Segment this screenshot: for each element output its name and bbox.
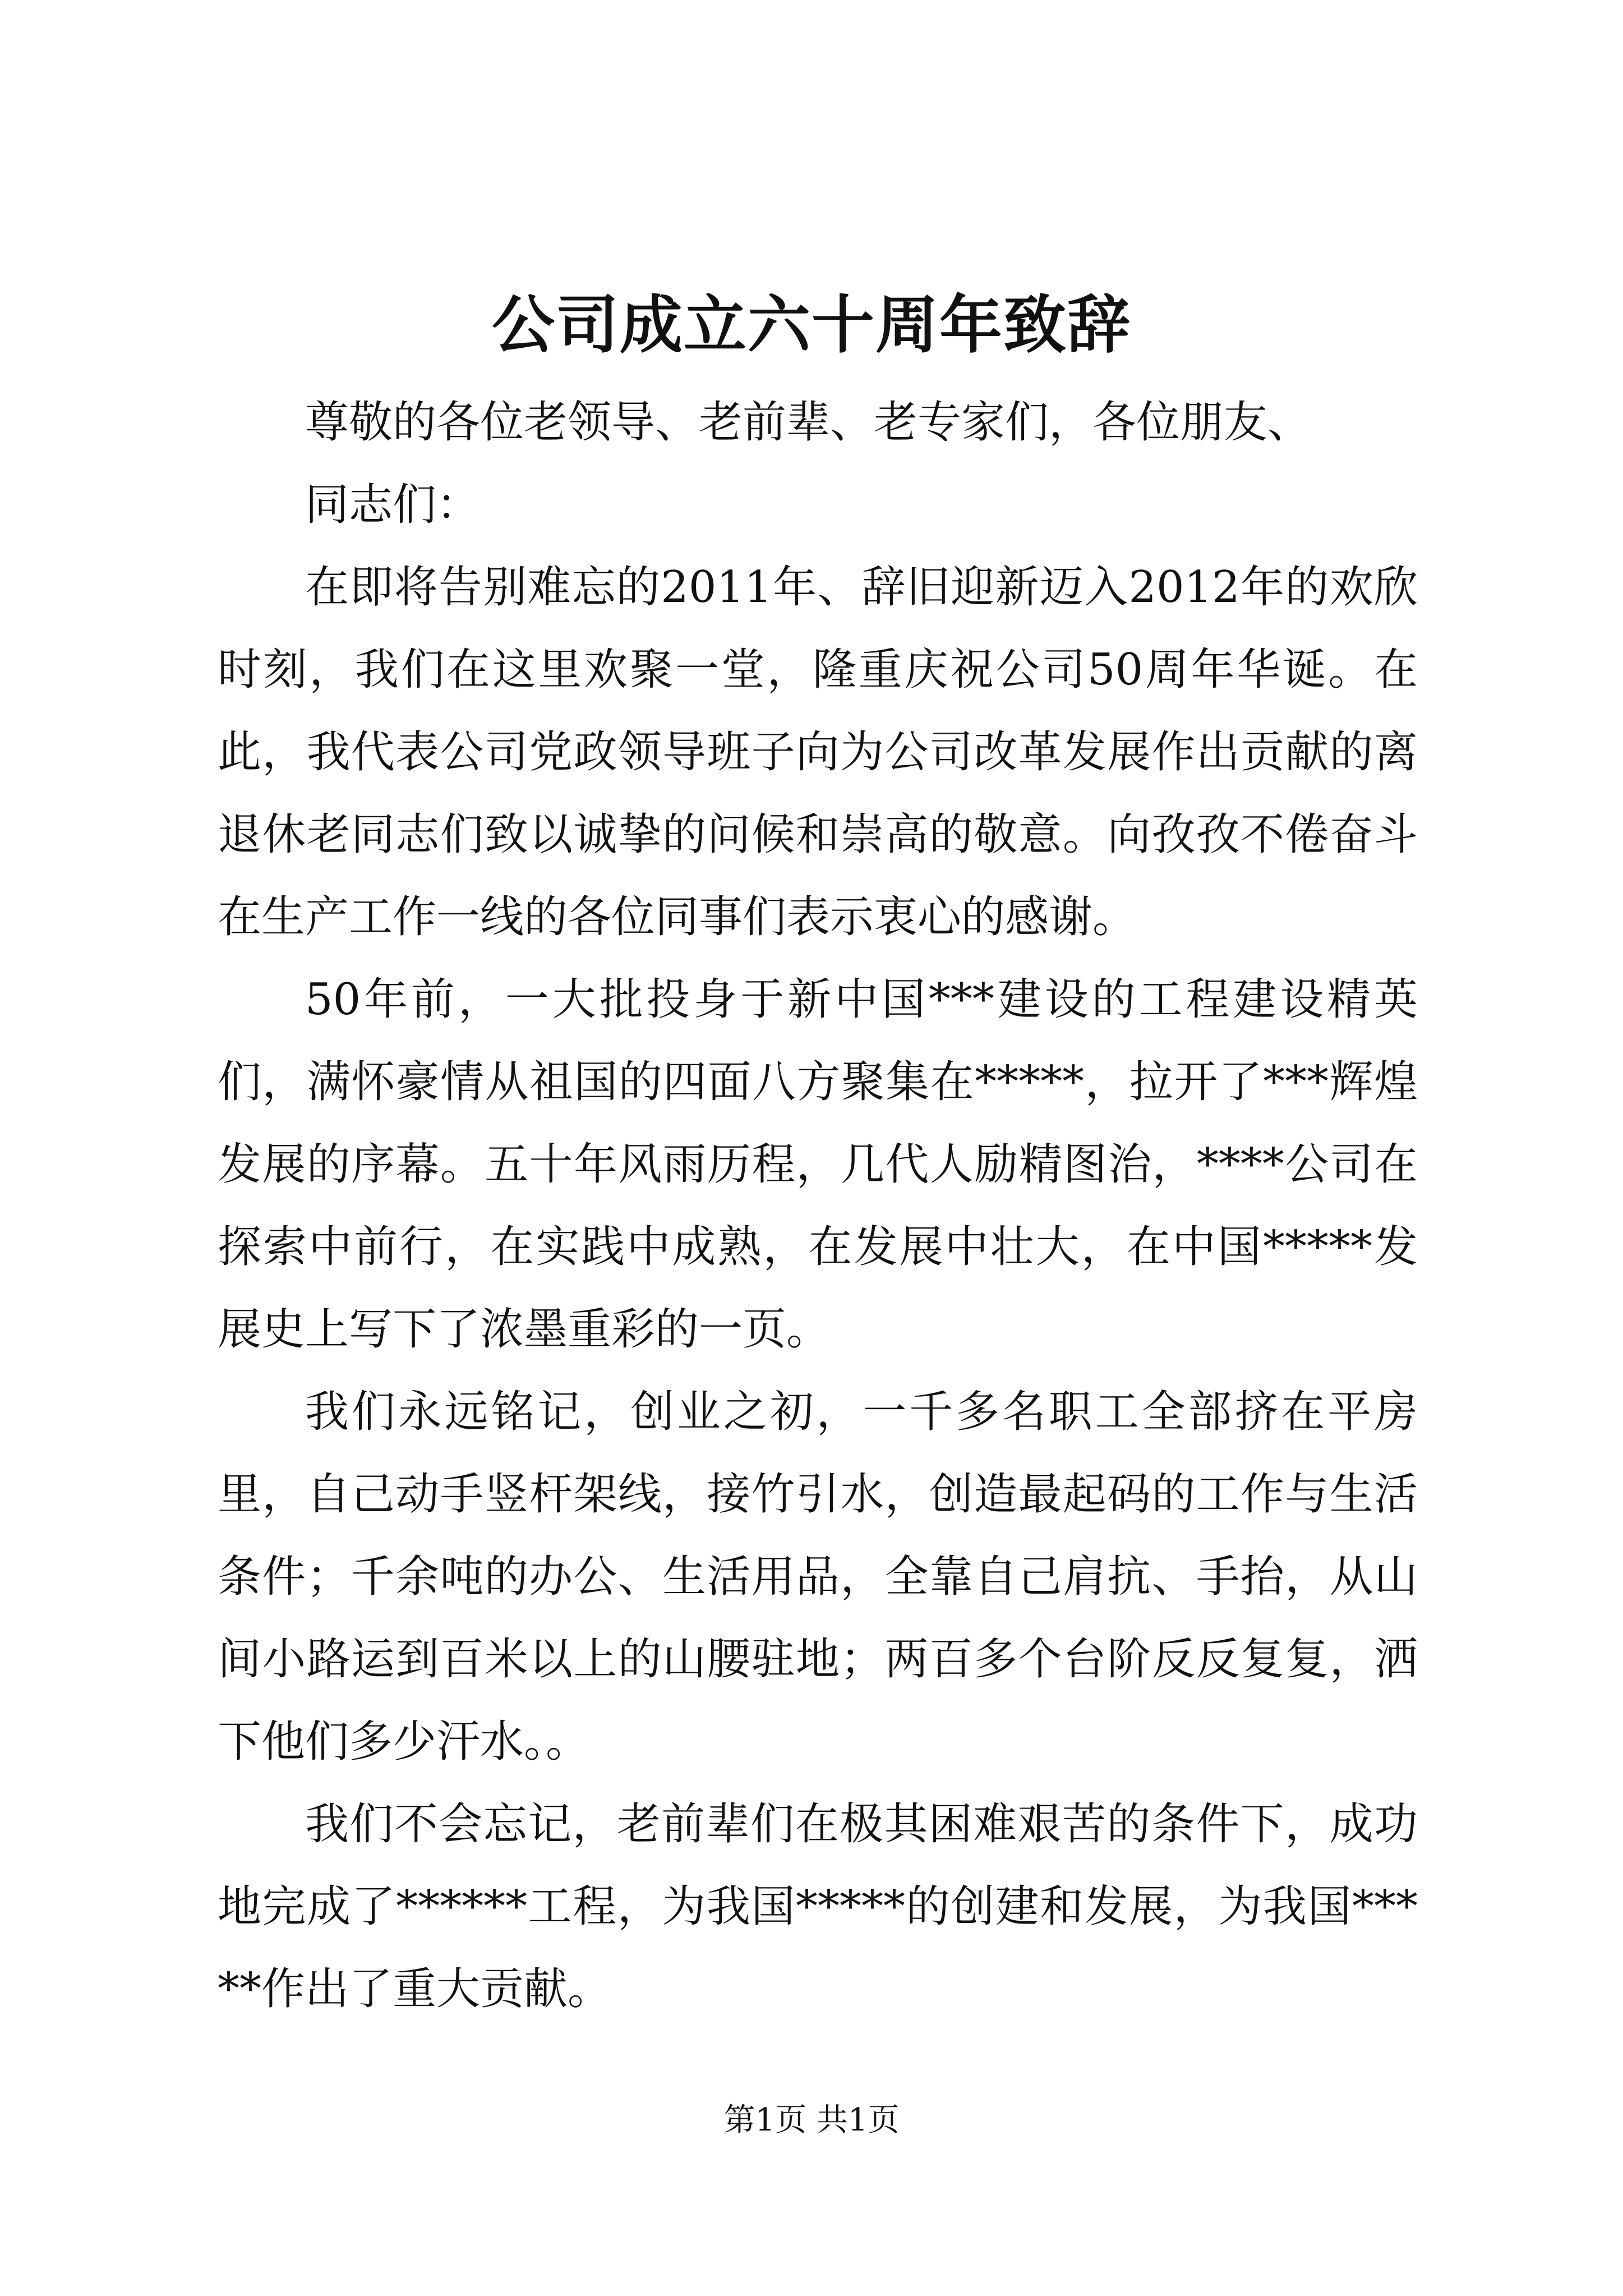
page-footer: 第1页 共1页 bbox=[723, 2102, 900, 2138]
page-title: 公司成立六十周年致辞 bbox=[492, 288, 1131, 362]
body-paragraph: 在即将告别难忘的2011年、辞旧迎新迈入2012年的欢欣时刻，我们在这里欢聚一堂，隆重庆祝公司50周年华诞。在此，我代表公司党政领导班子向为公司改革发展作出贡献的离退休老同志们致以诚挚的问候和崇高的敬意。向孜孜不倦奋斗在生产工作一线的各位同事们表示衷心的感谢。 bbox=[218, 562, 1418, 942]
document-body bbox=[218, 381, 1418, 2031]
body-paragraph: 我们永远铭记，创业之初，一千多名职工全部挤在平房里，自己动手竖杆架线，接竹引水，创造最起码的工作与生活条件；千余吨的办公、生活用品，全靠自己肩抗、手抬，从山间小路运到百米以上的山腰驻地；两百多个台阶反反复复，洒下他们多少汗水。。 bbox=[218, 1387, 1418, 1767]
body-paragraph: 50年前，一大批投身于新中国***建设的工程建设精英们，满怀豪情从祖国的四面八方聚集在*****，拉开了***辉煌发展的序幕。五十年风雨历程，几代人励精图治，****公司在探索中前行，在实践中成熟，在发展中壮大，在中国*****发展史上写下了浓墨重彩的一页。 bbox=[218, 974, 1418, 1355]
salutation-line-continued: 同志们： bbox=[305, 480, 481, 530]
salutation-line: 尊敬的各位老领导、老前辈、老专家们，各位朋友、 bbox=[305, 397, 1312, 448]
body-paragraph: 我们不会忘记，老前辈们在极其困难艰苦的条件下，成功地完成了******工程，为我国*****的创建和发展，为我国*****作出了重大贡献。 bbox=[218, 1799, 1418, 2014]
